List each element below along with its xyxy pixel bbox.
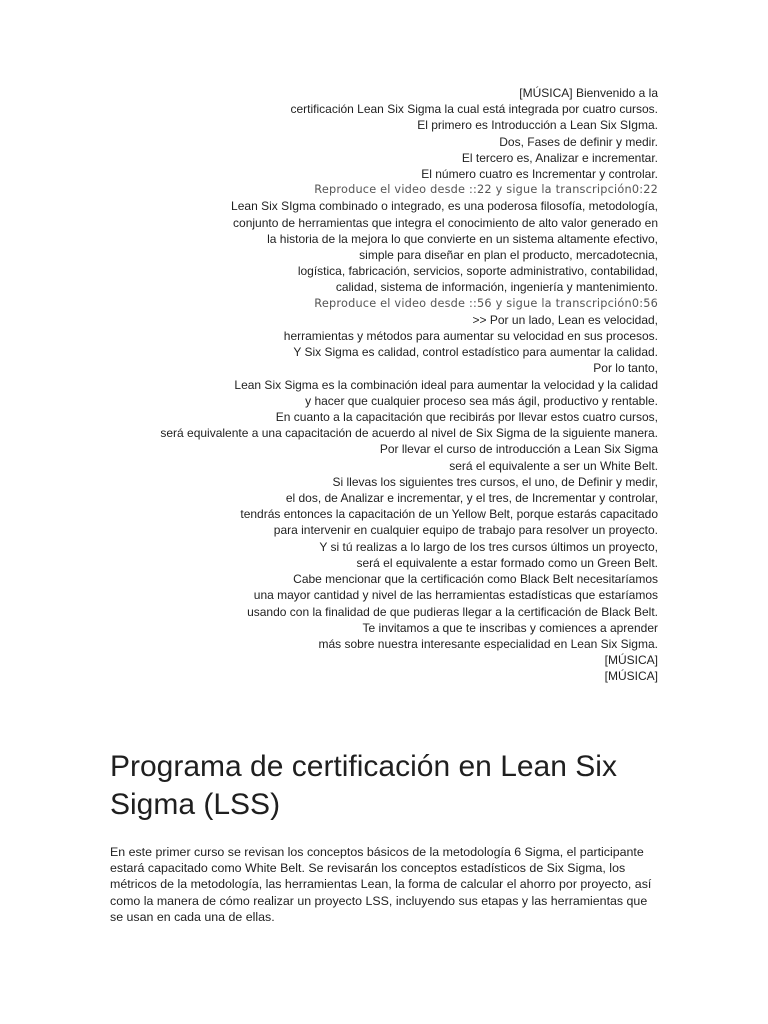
transcript-line: para intervenir en cualquier equipo de trabajo para resolver un proyecto.: [273, 523, 658, 538]
transcript-line: logística, fabricación, servicios, soporte administrativo, contabilidad,: [297, 264, 658, 279]
transcript-line: Por lo tanto,: [593, 361, 658, 376]
transcript-line: será equivalente a una capacitación de acuerdo al nivel de Six Sigma de la siguiente manera.: [160, 426, 658, 441]
transcript-line: será el equivalente a estar formado como un Green Belt.: [356, 555, 658, 570]
transcript-line: El tercero es, Analizar e incrementar.: [461, 150, 658, 165]
transcript-line: usando con la finalidad de que pudieras llegar a la certificación de Black Belt.: [247, 604, 658, 619]
transcript-line: [MÚSICA] Bienvenido a la: [519, 86, 658, 100]
video-transcript: [138, 85, 658, 685]
transcript-line: El número cuatro es Incrementar y controlar.: [421, 167, 658, 182]
transcript-line: El primero es Introducción a Lean Six SIgma.: [417, 118, 658, 133]
transcript-line: Si llevas los siguientes tres cursos, el uno, de Definir y medir,: [332, 474, 658, 489]
transcript-line: Cabe mencionar que la certificación como Black Belt necesitaríamos: [293, 572, 658, 587]
course-section: [110, 748, 660, 925]
transcript-line: calidad, sistema de información, ingeniería y mantenimiento.: [335, 280, 658, 295]
transcript-line: el dos, de Analizar e incrementar, y el tres, de Incrementar y controlar,: [285, 491, 658, 506]
transcript-line: y hacer que cualquier proceso sea más ágil, productivo y rentable.: [305, 393, 658, 408]
transcript-line: >> Por un lado, Lean es velocidad,: [472, 312, 658, 327]
transcript-line: será el equivalente a ser un White Belt.: [449, 458, 658, 473]
section-description: En este primer curso se revisan los conceptos básicos de la metodología 6 Sigma, el participante estará capacitado como White Belt. Se revisarán los conceptos estadísticos de Six Sigma, los métricos de la metodología, las herramientas Lean, la forma de calcular el ahorro por proyecto, así como la manera de cómo realizar un proyecto LSS, incluyendo sus etapas y las herramientas que se usan en cada una de ellas.: [110, 845, 652, 924]
transcript-line: conjunto de herramientas que integra el conocimiento de alto valor generado en: [233, 215, 658, 230]
transcript-line: Y si tú realizas a lo largo de los tres cursos últimos un proyecto,: [319, 539, 658, 554]
transcript-line: una mayor cantidad y nivel de las herramientas estadísticas que estaríamos: [253, 588, 658, 603]
transcript-line: [MÚSICA]: [604, 653, 658, 668]
transcript-line: la historia de la mejora lo que convierte en un sistema altamente efectivo,: [267, 231, 658, 246]
replay-from-timestamp-link[interactable]: Reproduce el video desde ::22 y sigue la transcripción0:22: [314, 183, 658, 197]
transcript-line: Lean Six SIgma combinado o integrado, es una poderosa filosofía, metodología,: [231, 199, 658, 214]
transcript-line: simple para diseñar en plan el producto, mercadotecnia,: [359, 248, 658, 263]
transcript-line: Dos, Fases de definir y medir.: [499, 134, 658, 149]
transcript-line: Por llevar el curso de introducción a Lean Six Sigma: [379, 442, 658, 457]
transcript-line: [MÚSICA]: [604, 669, 658, 684]
transcript-line: herramientas y métodos para aumentar su velocidad en sus procesos.: [283, 329, 658, 344]
transcript-line: certificación Lean Six Sigma la cual está integrada por cuatro cursos.: [290, 102, 658, 117]
transcript-line: En cuanto a la capacitación que recibirás por llevar estos cuatro cursos,: [275, 410, 658, 425]
transcript-line: tendrás entonces la capacitación de un Yellow Belt, porque estarás capacitado: [240, 507, 658, 522]
section-title: Programa de certificación en Lean Six Sigma (LSS): [110, 750, 617, 821]
replay-from-timestamp-link[interactable]: Reproduce el video desde ::56 y sigue la transcripción0:56: [314, 296, 658, 310]
transcript-line: Te invitamos a que te inscribas y comiences a aprender: [362, 620, 658, 635]
transcript-line: Y Six Sigma es calidad, control estadístico para aumentar la calidad.: [293, 345, 658, 360]
transcript-line: Lean Six Sigma es la combinación ideal para aumentar la velocidad y la calidad: [234, 377, 658, 392]
transcript-line: más sobre nuestra interesante especialidad en Lean Six Sigma.: [318, 636, 658, 651]
